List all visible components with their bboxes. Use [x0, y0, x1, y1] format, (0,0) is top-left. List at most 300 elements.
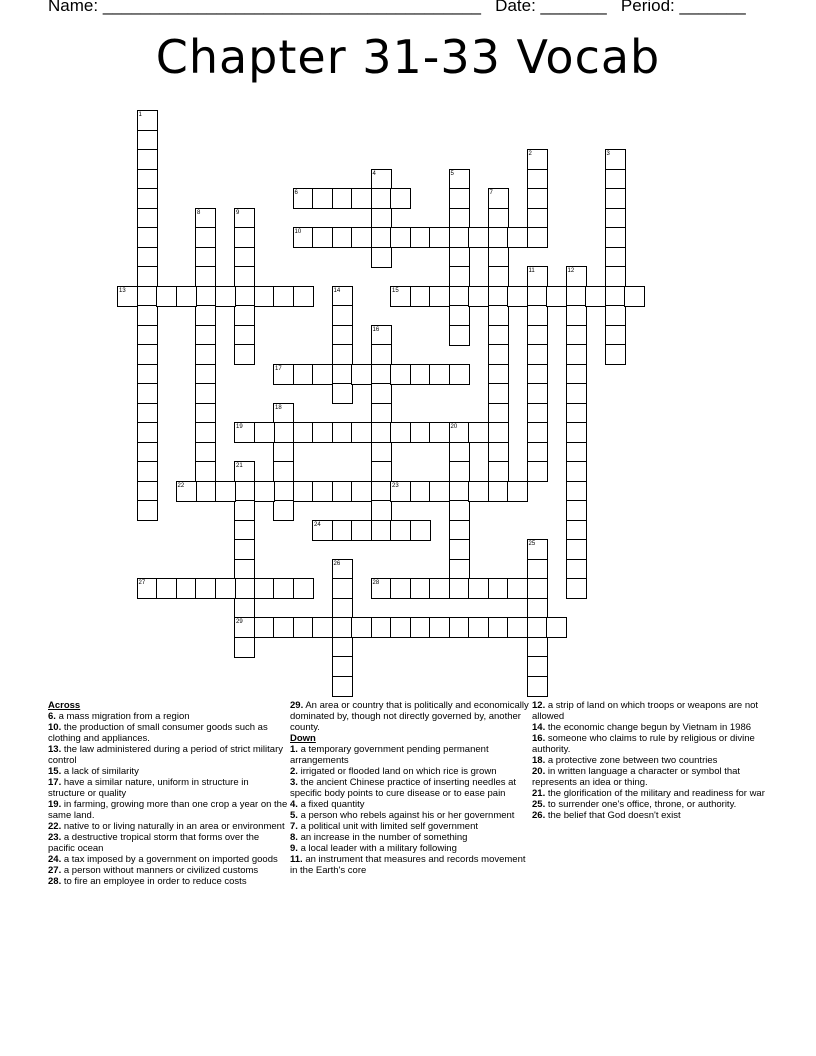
crossword-cell[interactable]	[449, 208, 470, 229]
crossword-cell[interactable]	[176, 286, 197, 307]
crossword-cell[interactable]	[624, 286, 645, 307]
crossword-cell[interactable]	[371, 227, 392, 248]
crossword-cell[interactable]	[293, 422, 314, 443]
crossword-cell[interactable]	[527, 578, 548, 599]
crossword-cell[interactable]	[488, 481, 509, 502]
crossword-cell[interactable]	[449, 305, 470, 326]
crossword-cell[interactable]	[273, 578, 294, 599]
crossword-cell[interactable]	[371, 520, 392, 541]
crossword-cell[interactable]	[449, 247, 470, 268]
crossword-cell[interactable]	[273, 286, 294, 307]
crossword-cell[interactable]	[488, 461, 509, 482]
crossword-cell[interactable]	[137, 364, 158, 385]
crossword-cell[interactable]	[488, 383, 509, 404]
crossword-cell[interactable]	[137, 169, 158, 190]
crossword-cell[interactable]	[234, 520, 255, 541]
clue-number: 23.	[48, 832, 62, 843]
crossword-cell[interactable]	[293, 578, 314, 599]
crossword-cell[interactable]	[410, 422, 431, 443]
crossword-cell[interactable]	[195, 422, 216, 443]
period-line[interactable]: _______	[679, 0, 746, 15]
crossword-cell[interactable]	[137, 247, 158, 268]
crossword-cell[interactable]	[488, 403, 509, 424]
crossword-cell[interactable]	[468, 227, 489, 248]
down-clue	[290, 854, 530, 876]
crossword-cell[interactable]	[507, 286, 528, 307]
crossword-cell[interactable]	[371, 188, 392, 209]
crossword-cell[interactable]	[449, 481, 470, 502]
crossword-cell[interactable]	[273, 364, 294, 385]
crossword-cell[interactable]	[605, 325, 626, 346]
crossword-cell[interactable]	[605, 149, 626, 170]
crossword-cell[interactable]	[488, 578, 509, 599]
crossword-cell[interactable]	[137, 208, 158, 229]
crossword-cell[interactable]	[234, 227, 255, 248]
crossword-cell[interactable]	[371, 461, 392, 482]
crossword-cell[interactable]	[137, 227, 158, 248]
crossword-cell[interactable]	[605, 247, 626, 268]
crossword-cell[interactable]	[312, 481, 333, 502]
crossword-cell[interactable]	[371, 578, 392, 599]
crossword-cell[interactable]	[566, 520, 587, 541]
crossword-cell[interactable]	[371, 208, 392, 229]
crossword-cell[interactable]	[137, 305, 158, 326]
crossword-cell[interactable]	[156, 578, 177, 599]
crossword-cell[interactable]	[273, 500, 294, 521]
crossword-cell[interactable]	[332, 286, 353, 307]
crossword-cell[interactable]	[566, 442, 587, 463]
crossword-cell[interactable]	[137, 130, 158, 151]
crossword-cell[interactable]	[527, 676, 548, 697]
crossword-cell[interactable]	[234, 637, 255, 658]
crossword-cell[interactable]	[566, 481, 587, 502]
crossword-cell[interactable]	[449, 559, 470, 580]
crossword-cell[interactable]	[566, 559, 587, 580]
crossword-cell[interactable]	[195, 325, 216, 346]
crossword-cell[interactable]	[468, 617, 489, 638]
crossword-cell[interactable]	[449, 266, 470, 287]
clue-number: 7.	[290, 821, 298, 832]
crossword-cell[interactable]	[351, 188, 372, 209]
crossword-cell[interactable]	[293, 364, 314, 385]
crossword-cell[interactable]	[546, 617, 567, 638]
crossword-cell[interactable]	[390, 188, 411, 209]
crossword-cell[interactable]	[488, 266, 509, 287]
crossword-cell[interactable]	[566, 422, 587, 443]
crossword-cell[interactable]	[195, 383, 216, 404]
crossword-cell[interactable]	[137, 461, 158, 482]
crossword-cell[interactable]	[390, 481, 411, 502]
crossword-cell[interactable]	[527, 188, 548, 209]
down-clue	[532, 799, 772, 810]
crossword-cell[interactable]	[371, 422, 392, 443]
crossword-cell[interactable]	[137, 110, 158, 131]
crossword-cell[interactable]	[312, 188, 333, 209]
cell-number: 14	[333, 287, 341, 294]
crossword-cell[interactable]	[566, 364, 587, 385]
crossword-cell[interactable]	[137, 149, 158, 170]
crossword-cell[interactable]	[234, 208, 255, 229]
crossword-cell[interactable]	[488, 442, 509, 463]
clue-number: 15.	[48, 766, 62, 777]
crossword-cell[interactable]	[312, 520, 333, 541]
crossword-cell[interactable]	[332, 559, 353, 580]
crossword-cell[interactable]	[488, 325, 509, 346]
crossword-cell[interactable]	[332, 656, 353, 677]
crossword-cell[interactable]	[468, 481, 489, 502]
crossword-cell[interactable]	[332, 617, 353, 638]
crossword-cell[interactable]	[527, 598, 548, 619]
crossword-cell[interactable]	[449, 325, 470, 346]
clue-number: 17.	[48, 777, 62, 788]
crossword-cell[interactable]	[429, 617, 450, 638]
crossword-cell[interactable]	[137, 383, 158, 404]
crossword-cell[interactable]	[332, 364, 353, 385]
crossword-cell[interactable]	[527, 227, 548, 248]
clue-number: 29.	[290, 700, 304, 711]
crossword-cell[interactable]	[332, 481, 353, 502]
crossword-cell[interactable]	[371, 383, 392, 404]
crossword-cell[interactable]	[273, 422, 294, 443]
crossword-cell[interactable]	[371, 617, 392, 638]
crossword-cell[interactable]	[488, 305, 509, 326]
crossword-cell[interactable]	[137, 325, 158, 346]
crossword-cell[interactable]	[137, 422, 158, 443]
crossword-cell[interactable]	[371, 500, 392, 521]
page-title: Chapter 31-33 Vocab	[155, 30, 661, 84]
crossword-cell[interactable]	[215, 578, 236, 599]
crossword-cell[interactable]	[312, 422, 333, 443]
crossword-cell[interactable]	[468, 422, 489, 443]
crossword-cell[interactable]	[351, 617, 372, 638]
crossword-cell[interactable]	[527, 305, 548, 326]
crossword-cell[interactable]	[527, 266, 548, 287]
crossword-cell[interactable]	[137, 266, 158, 287]
crossword-cell[interactable]	[273, 442, 294, 463]
crossword-cell[interactable]	[605, 305, 626, 326]
crossword-cell[interactable]	[234, 461, 255, 482]
crossword-cell[interactable]	[234, 247, 255, 268]
crossword-cell[interactable]	[429, 422, 450, 443]
crossword-cell[interactable]	[429, 481, 450, 502]
crossword-cell[interactable]	[332, 325, 353, 346]
crossword-cell[interactable]	[195, 208, 216, 229]
clue-number: 25.	[532, 799, 546, 810]
down-clues-part2	[532, 700, 772, 821]
crossword-cell[interactable]	[273, 403, 294, 424]
cell-number: 19	[236, 424, 243, 430]
crossword-cell[interactable]	[449, 422, 470, 443]
crossword-cell[interactable]	[449, 227, 470, 248]
crossword-cell[interactable]	[332, 637, 353, 658]
crossword-cell[interactable]	[527, 403, 548, 424]
crossword-cell[interactable]	[234, 598, 255, 619]
crossword-cell[interactable]	[254, 481, 275, 502]
crossword-cell[interactable]	[429, 578, 450, 599]
crossword-cell[interactable]	[234, 422, 255, 443]
crossword-cell[interactable]	[449, 286, 470, 307]
crossword-cell[interactable]	[390, 286, 411, 307]
crossword-cell[interactable]	[234, 500, 255, 521]
crossword-cell[interactable]	[566, 344, 587, 365]
cell-number: 12	[567, 268, 575, 274]
crossword-cell[interactable]	[195, 344, 216, 365]
crossword-cell[interactable]	[527, 286, 548, 307]
crossword-cell[interactable]	[527, 461, 548, 482]
crossword-cell[interactable]	[234, 286, 255, 307]
crossword-cell[interactable]	[410, 578, 431, 599]
crossword-cell[interactable]	[254, 286, 275, 307]
crossword-cell[interactable]	[468, 286, 489, 307]
name-line[interactable]: ________________________________________	[102, 0, 481, 15]
crossword-cell[interactable]	[234, 325, 255, 346]
crossword-cell[interactable]	[605, 208, 626, 229]
crossword-cell[interactable]	[449, 520, 470, 541]
crossword-cell[interactable]	[234, 266, 255, 287]
crossword-cell[interactable]	[566, 266, 587, 287]
crossword-cell[interactable]	[332, 305, 353, 326]
crossword-cell[interactable]	[332, 188, 353, 209]
crossword-cell[interactable]	[605, 227, 626, 248]
crossword-cell[interactable]	[605, 169, 626, 190]
crossword-cell[interactable]	[429, 286, 450, 307]
crossword-cell[interactable]	[273, 617, 294, 638]
crossword-cell[interactable]	[488, 188, 509, 209]
crossword-cell[interactable]	[293, 286, 314, 307]
crossword-cell[interactable]	[507, 578, 528, 599]
crossword-cell[interactable]	[195, 227, 216, 248]
crossword-cell[interactable]	[137, 481, 158, 502]
crossword-cell[interactable]	[449, 169, 470, 190]
crossword-cell[interactable]	[449, 364, 470, 385]
crossword-cell[interactable]	[507, 227, 528, 248]
crossword-cell[interactable]	[195, 247, 216, 268]
crossword-cell[interactable]	[410, 227, 431, 248]
crossword-cell[interactable]	[195, 403, 216, 424]
crossword-cell[interactable]	[527, 422, 548, 443]
crossword-cell[interactable]	[527, 637, 548, 658]
crossword-cell[interactable]	[137, 403, 158, 424]
clue-number: 12.	[532, 700, 546, 711]
crossword-cell[interactable]	[488, 422, 509, 443]
crossword-cell[interactable]	[312, 227, 333, 248]
crossword-cell[interactable]	[195, 442, 216, 463]
crossword-cell[interactable]	[351, 364, 372, 385]
crossword-cell[interactable]	[273, 461, 294, 482]
crossword-cell[interactable]	[566, 305, 587, 326]
crossword-cell[interactable]	[566, 286, 587, 307]
crossword-cell[interactable]	[234, 559, 255, 580]
crossword-cell[interactable]	[390, 578, 411, 599]
clue-text: a mass migration from a region	[55, 711, 190, 722]
crossword-cell[interactable]	[195, 578, 216, 599]
crossword-cell[interactable]	[371, 169, 392, 190]
crossword-cell[interactable]	[332, 227, 353, 248]
crossword-cell[interactable]	[137, 442, 158, 463]
crossword-cell[interactable]	[585, 286, 606, 307]
crossword-cell[interactable]	[527, 656, 548, 677]
crossword-cell[interactable]	[332, 676, 353, 697]
crossword-cell[interactable]	[566, 578, 587, 599]
crossword-cell[interactable]	[527, 383, 548, 404]
crossword-cell[interactable]	[234, 578, 255, 599]
crossword-cell[interactable]	[371, 247, 392, 268]
crossword-cell[interactable]	[410, 364, 431, 385]
crossword-cell[interactable]	[234, 617, 255, 638]
crossword-cell[interactable]	[566, 403, 587, 424]
crossword-cell[interactable]	[527, 617, 548, 638]
crossword-cell[interactable]	[351, 481, 372, 502]
crossword-cell[interactable]	[527, 442, 548, 463]
crossword-cell[interactable]	[527, 364, 548, 385]
cell-number: 29	[236, 619, 243, 625]
crossword-cell[interactable]	[137, 344, 158, 365]
crossword-cell[interactable]	[488, 208, 509, 229]
crossword-cell[interactable]	[488, 247, 509, 268]
down-clue	[532, 700, 772, 722]
crossword-cell[interactable]	[527, 149, 548, 170]
crossword-cell[interactable]	[371, 344, 392, 365]
crossword-cell[interactable]	[195, 266, 216, 287]
crossword-cell[interactable]	[449, 617, 470, 638]
crossword-cell[interactable]	[488, 617, 509, 638]
crossword-cell[interactable]	[371, 442, 392, 463]
clue-number: 5.	[290, 810, 298, 821]
crossword-cell[interactable]	[312, 617, 333, 638]
crossword-cell[interactable]	[293, 188, 314, 209]
crossword-cell[interactable]	[566, 539, 587, 560]
crossword-cell[interactable]	[371, 403, 392, 424]
crossword-cell[interactable]	[605, 188, 626, 209]
crossword-cell[interactable]	[449, 578, 470, 599]
crossword-cell[interactable]	[137, 286, 158, 307]
crossword-cell[interactable]	[137, 500, 158, 521]
crossword-cell[interactable]	[605, 266, 626, 287]
down-clue	[290, 744, 530, 766]
clue-text: irrigated or flooded land on which rice is grown	[297, 766, 497, 777]
crossword-cell[interactable]	[488, 364, 509, 385]
crossword-cell[interactable]	[254, 578, 275, 599]
crossword-cell[interactable]	[195, 305, 216, 326]
crossword-cell[interactable]	[137, 188, 158, 209]
crossword-cell[interactable]	[566, 500, 587, 521]
crossword-cell[interactable]	[293, 227, 314, 248]
crossword-cell[interactable]	[332, 344, 353, 365]
crossword-cell[interactable]	[410, 481, 431, 502]
crossword-cell[interactable]	[429, 364, 450, 385]
crossword-cell[interactable]	[527, 169, 548, 190]
crossword-cell[interactable]	[527, 344, 548, 365]
clue-number: 24.	[48, 854, 62, 865]
across-clue	[48, 799, 288, 821]
crossword-cell[interactable]	[195, 286, 216, 307]
crossword-cell[interactable]	[137, 578, 158, 599]
crossword-cell[interactable]	[605, 286, 626, 307]
crossword-cell[interactable]	[351, 422, 372, 443]
crossword-cell[interactable]	[234, 481, 255, 502]
crossword-cell[interactable]	[312, 364, 333, 385]
crossword-cell[interactable]	[293, 481, 314, 502]
clue-number: 2.	[290, 766, 298, 777]
crossword-cell[interactable]	[488, 227, 509, 248]
crossword-cell[interactable]	[234, 539, 255, 560]
crossword-cell[interactable]	[449, 500, 470, 521]
crossword-cell[interactable]	[371, 364, 392, 385]
crossword-cell[interactable]	[390, 227, 411, 248]
crossword-cell[interactable]	[488, 344, 509, 365]
crossword-cell[interactable]	[332, 383, 353, 404]
crossword-cell[interactable]	[293, 617, 314, 638]
crossword-cell[interactable]	[215, 286, 236, 307]
crossword-cell[interactable]	[605, 344, 626, 365]
crossword-cell[interactable]	[390, 364, 411, 385]
crossword-cell[interactable]	[527, 325, 548, 346]
crossword-cell[interactable]	[527, 539, 548, 560]
crossword-cell[interactable]	[449, 461, 470, 482]
crossword-cell[interactable]	[449, 188, 470, 209]
crossword-cell[interactable]	[156, 286, 177, 307]
down-clues-part1	[290, 744, 530, 876]
crossword-cell[interactable]	[390, 422, 411, 443]
crossword-cell[interactable]	[390, 617, 411, 638]
crossword-cell[interactable]	[566, 383, 587, 404]
crossword-cell[interactable]	[195, 481, 216, 502]
crossword-cell[interactable]	[254, 617, 275, 638]
crossword-cell[interactable]	[566, 461, 587, 482]
crossword-cell[interactable]	[449, 539, 470, 560]
crossword-cell[interactable]	[332, 422, 353, 443]
down-clue	[290, 810, 530, 821]
cell-number: 7	[489, 190, 493, 196]
crossword-cell[interactable]	[468, 578, 489, 599]
clue-number: 14.	[532, 722, 546, 733]
crossword-cell[interactable]	[332, 520, 353, 541]
crossword-cell[interactable]	[507, 481, 528, 502]
crossword-cell[interactable]	[351, 520, 372, 541]
crossword-cell[interactable]	[390, 520, 411, 541]
crossword-cell[interactable]	[546, 286, 567, 307]
crossword-cell[interactable]	[195, 364, 216, 385]
crossword-cell[interactable]	[332, 598, 353, 619]
crossword-cell[interactable]	[410, 617, 431, 638]
crossword-cell[interactable]	[254, 422, 275, 443]
crossword-cell[interactable]	[488, 286, 509, 307]
crossword-cell[interactable]	[449, 442, 470, 463]
crossword-cell[interactable]	[410, 286, 431, 307]
crossword-cell[interactable]	[273, 481, 294, 502]
crossword-cell[interactable]	[527, 559, 548, 580]
crossword-cell[interactable]	[429, 227, 450, 248]
crossword-cell[interactable]	[566, 325, 587, 346]
clue-text: a temporary government pending permanent arrangements	[290, 744, 489, 766]
crossword-cell[interactable]	[507, 617, 528, 638]
crossword-cell[interactable]	[351, 227, 372, 248]
crossword-cell[interactable]	[176, 578, 197, 599]
crossword-cell[interactable]	[371, 481, 392, 502]
across-clue	[48, 722, 288, 744]
crossword-cell[interactable]	[371, 325, 392, 346]
crossword-cell[interactable]	[215, 481, 236, 502]
crossword-cell[interactable]	[234, 305, 255, 326]
crossword-cell[interactable]	[527, 208, 548, 229]
crossword-cell[interactable]	[410, 520, 431, 541]
crossword-cell[interactable]	[234, 344, 255, 365]
crossword-cell[interactable]	[117, 286, 138, 307]
crossword-cell[interactable]	[332, 578, 353, 599]
crossword-cell[interactable]	[195, 461, 216, 482]
crossword-cell[interactable]	[176, 481, 197, 502]
date-line[interactable]: _______	[540, 0, 607, 15]
